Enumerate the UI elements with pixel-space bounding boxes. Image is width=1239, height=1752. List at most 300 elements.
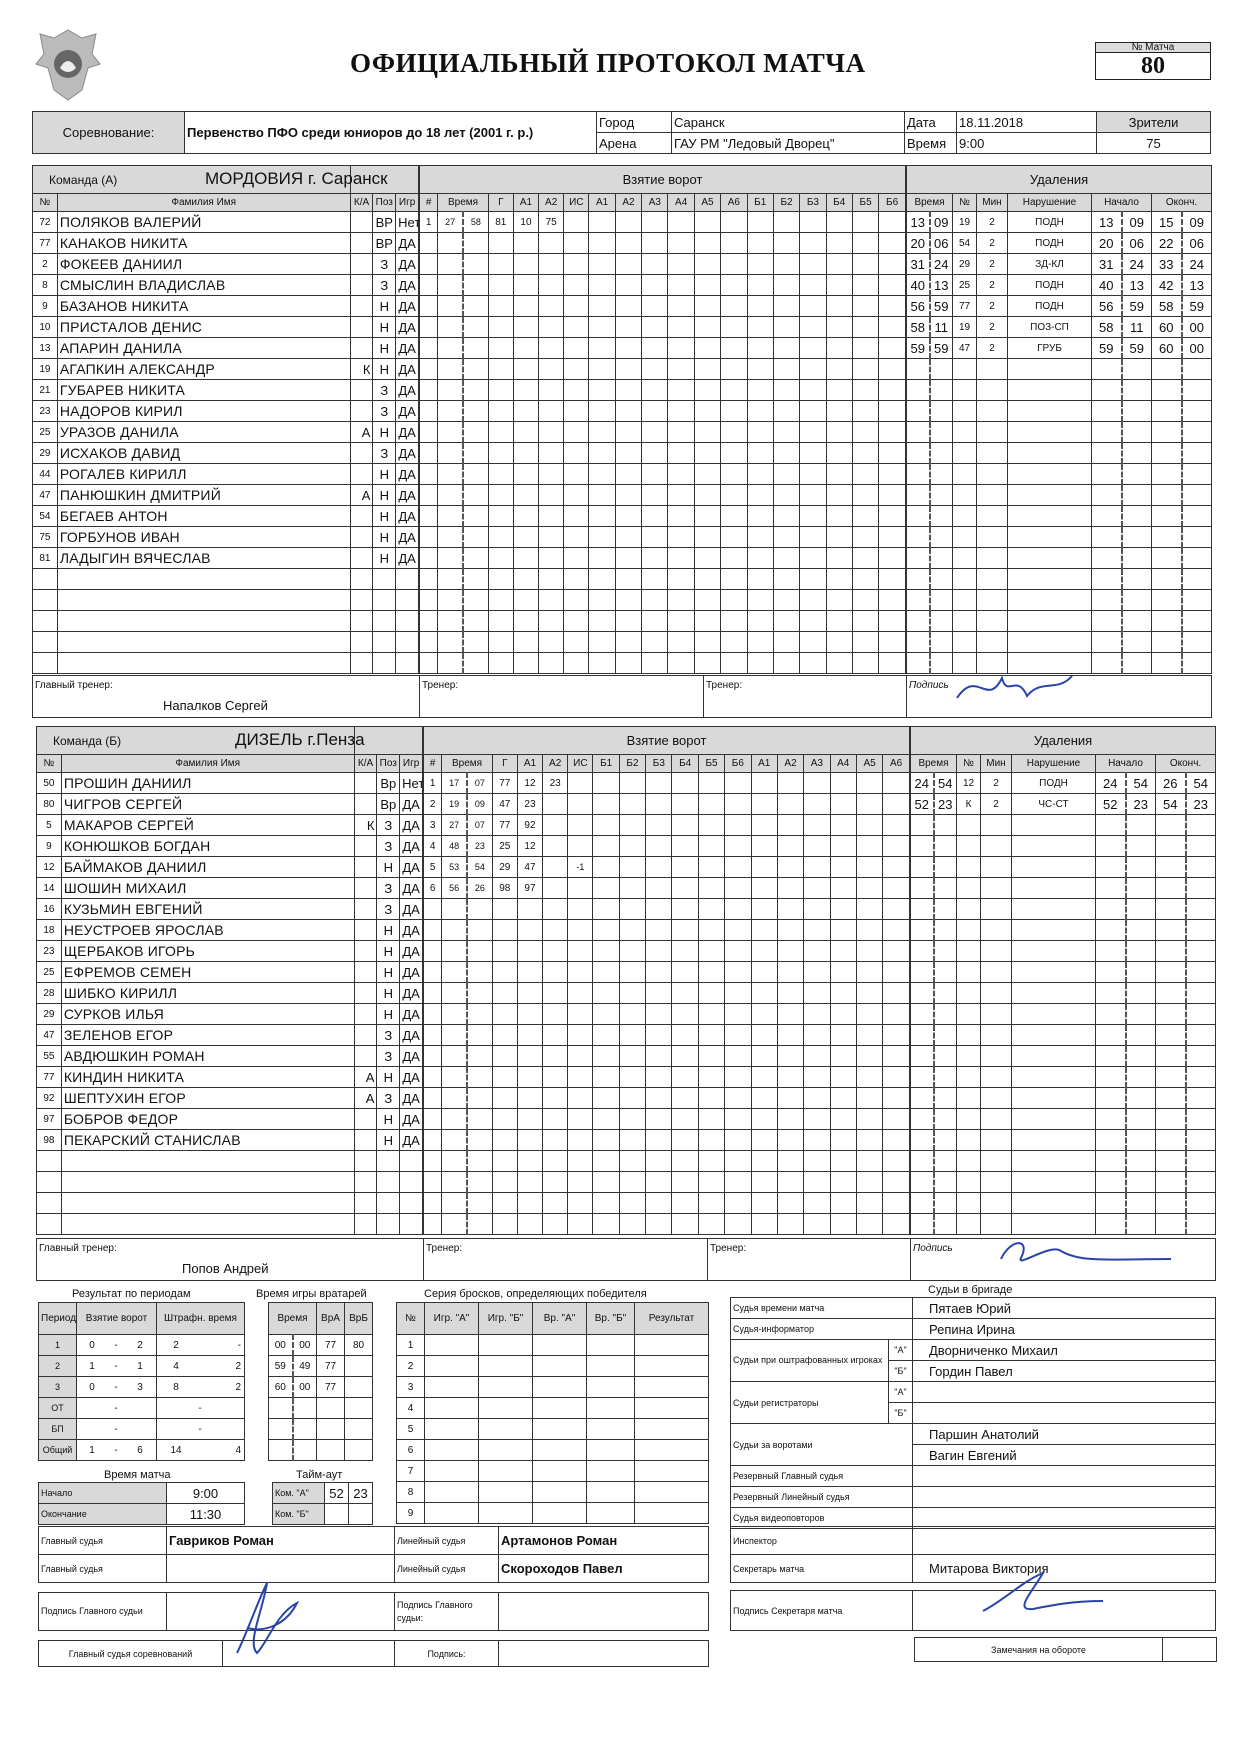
goal-sec — [463, 506, 488, 527]
onice-cell — [593, 1172, 619, 1193]
goal-no — [420, 485, 438, 506]
player-played: ДА — [400, 1046, 423, 1067]
onice-cell — [668, 317, 694, 338]
pen-minutes: 2 — [977, 317, 1008, 338]
pen-sec — [934, 1025, 957, 1046]
shootout-cell — [587, 1419, 635, 1440]
player-ka: К — [354, 815, 377, 836]
onice-cell — [830, 794, 856, 815]
onice-cell — [694, 233, 720, 254]
table-row — [37, 1067, 423, 1088]
pen-start-min — [1096, 1214, 1126, 1235]
goalie-row — [269, 1356, 373, 1377]
pen-end-sec — [1186, 815, 1216, 836]
goal-assist2 — [539, 632, 564, 653]
onice-cell — [619, 1067, 645, 1088]
onice-cell — [721, 422, 747, 443]
onice-cell — [615, 338, 641, 359]
onice-cell — [646, 1025, 672, 1046]
goal-assist1 — [513, 590, 538, 611]
goal-no — [420, 422, 438, 443]
pen-min — [907, 380, 930, 401]
goal-row — [420, 590, 906, 611]
penalty-row — [907, 254, 1212, 275]
onice-cell — [721, 275, 747, 296]
shootout-no: 7 — [397, 1461, 425, 1482]
goal-min — [442, 899, 467, 920]
shootout-h-vb: Вр. "Б" — [587, 1303, 635, 1335]
goalie-vb — [345, 1440, 373, 1461]
onice-cell — [619, 773, 645, 794]
pen-minutes — [977, 401, 1008, 422]
table-row — [37, 794, 423, 815]
goalie-vb — [345, 1419, 373, 1440]
table-row — [33, 464, 419, 485]
timeout-a-sec: 23 — [349, 1483, 373, 1504]
goal-assist1 — [517, 1193, 542, 1214]
onice-cell — [672, 1151, 698, 1172]
player-number: 21 — [33, 380, 58, 401]
onice-cell — [721, 380, 747, 401]
goal-no — [420, 233, 438, 254]
pen-violation — [1012, 899, 1096, 920]
goal-assist1 — [513, 569, 538, 590]
onice-cell — [646, 983, 672, 1004]
player-ka — [354, 899, 377, 920]
penalty-row — [911, 773, 1216, 794]
goal-row — [420, 296, 906, 317]
match-time-table — [38, 1482, 245, 1525]
player-pos: Вр — [377, 773, 400, 794]
onice-cell — [694, 338, 720, 359]
pen-violation — [1012, 1067, 1096, 1088]
pen-start-min — [1092, 485, 1122, 506]
pen-violation — [1008, 380, 1092, 401]
goal-sec — [463, 359, 488, 380]
onice-cell — [773, 506, 799, 527]
player-name: БАЗАНОВ НИКИТА — [57, 296, 350, 317]
player-name: НАДОРОВ КИРИЛ — [57, 401, 350, 422]
pen-sec — [934, 857, 957, 878]
pen-start-min — [1096, 1130, 1126, 1151]
pen-minutes — [981, 983, 1012, 1004]
goal-row — [420, 380, 906, 401]
onice-cell — [589, 338, 615, 359]
onice-cell — [698, 1088, 724, 1109]
player-name: ЩЕРБАКОВ ИГОРЬ — [61, 941, 354, 962]
onice-cell — [668, 548, 694, 569]
onice-cell — [725, 1193, 751, 1214]
onice-cell — [830, 857, 856, 878]
onice-cell — [800, 485, 826, 506]
shootout-h-no: № — [397, 1303, 425, 1335]
player-played — [396, 569, 419, 590]
pen-end-sec — [1186, 1193, 1216, 1214]
pen-end-min — [1156, 815, 1186, 836]
player-ka — [354, 983, 377, 1004]
period-goals-b: 6 — [137, 1444, 143, 1456]
onice-cell — [589, 569, 615, 590]
goal-is — [564, 464, 589, 485]
onice-cell — [826, 485, 852, 506]
player-pos: З — [373, 443, 396, 464]
onice-cell — [773, 359, 799, 380]
onice-cell — [698, 1214, 724, 1235]
period-label: 3 — [39, 1377, 77, 1398]
onice-cell — [883, 1214, 910, 1235]
goal-assist1 — [517, 1025, 542, 1046]
pen-end-sec: 00 — [1182, 338, 1212, 359]
pen-start-min — [1096, 1025, 1126, 1046]
goal-assist1: 12 — [517, 836, 542, 857]
pen-minutes — [981, 1088, 1012, 1109]
onice-cell — [698, 773, 724, 794]
goal-sec — [463, 296, 488, 317]
onice-cell — [852, 359, 878, 380]
period-pim — [157, 1356, 245, 1377]
onice-cell — [593, 941, 619, 962]
onice-cell — [672, 1172, 698, 1193]
penalty-row — [911, 1172, 1216, 1193]
pen-end-sec — [1182, 422, 1212, 443]
onice-cell — [668, 590, 694, 611]
onice-cell — [698, 1151, 724, 1172]
pen-minutes: 2 — [977, 338, 1008, 359]
player-ka — [350, 317, 373, 338]
pen-player — [957, 1088, 981, 1109]
onice-cell — [593, 773, 619, 794]
goal-assist1 — [513, 443, 538, 464]
player-ka — [354, 920, 377, 941]
onice-cell — [672, 941, 698, 962]
onice-cell — [800, 611, 826, 632]
goal-is — [564, 359, 589, 380]
goal-sec — [467, 899, 492, 920]
pen-minutes — [977, 548, 1008, 569]
goal-row — [424, 773, 910, 794]
onice-cell — [672, 773, 698, 794]
goalie-h-time: Время — [269, 1303, 317, 1335]
onice-cell — [852, 401, 878, 422]
player-number: 47 — [33, 485, 58, 506]
onice-cell — [879, 401, 906, 422]
pen-violation — [1008, 569, 1092, 590]
penalty-row — [907, 632, 1212, 653]
pen-player — [957, 1172, 981, 1193]
player-name: ШЕПТУХИН ЕГОР — [61, 1088, 354, 1109]
goal-scorer — [488, 632, 513, 653]
pen-end-min: 22 — [1152, 233, 1182, 254]
onice-cell — [777, 983, 803, 1004]
shootout-cell — [533, 1503, 587, 1524]
player-name — [57, 653, 350, 674]
shootout-cell — [425, 1419, 479, 1440]
onice-cell — [619, 1109, 645, 1130]
pen-col-num: № — [953, 194, 977, 212]
player-pos: Н — [373, 464, 396, 485]
head-coach-b: Попов Андрей — [182, 1261, 269, 1276]
table-row — [37, 1214, 423, 1235]
pen-end-sec — [1182, 611, 1212, 632]
goal-min — [438, 485, 463, 506]
pen-end-min — [1156, 983, 1186, 1004]
player-ka: А — [350, 485, 373, 506]
goal-assist2 — [539, 422, 564, 443]
shootout-cell — [587, 1503, 635, 1524]
pen-sec: 09 — [930, 212, 953, 233]
pen-start-sec: 09 — [1122, 212, 1152, 233]
goal-min — [438, 569, 463, 590]
onice-cell — [777, 899, 803, 920]
onice-cell — [751, 857, 777, 878]
goal-row — [420, 569, 906, 590]
player-name — [57, 611, 350, 632]
onice-col: А1 — [589, 194, 615, 212]
period-dash: - — [114, 1423, 118, 1435]
player-name: АГАПКИН АЛЕКСАНДР — [57, 359, 350, 380]
onice-cell — [751, 1088, 777, 1109]
player-name: ГУБАРЕВ НИКИТА — [57, 380, 350, 401]
player-ka — [354, 941, 377, 962]
main-referee-label: Главный судья — [39, 1527, 167, 1555]
player-ka — [350, 653, 373, 674]
shootout-cell — [425, 1440, 479, 1461]
onice-cell — [672, 857, 698, 878]
onice-cell — [751, 1193, 777, 1214]
onice-cell — [619, 1214, 645, 1235]
pen-start-sec — [1126, 1193, 1156, 1214]
pen-violation: ПОЗ-СП — [1008, 317, 1092, 338]
player-ka — [354, 773, 377, 794]
goal-no — [424, 1067, 442, 1088]
pen-minutes — [981, 1130, 1012, 1151]
onice-cell — [721, 254, 747, 275]
onice-cell — [856, 1025, 882, 1046]
pen-sec — [930, 527, 953, 548]
timeout-table — [272, 1482, 373, 1525]
onice-cell — [593, 1130, 619, 1151]
pen-col-num-b: № — [957, 755, 981, 773]
onice-col: Б1 — [747, 194, 773, 212]
player-pos: Н — [377, 1130, 400, 1151]
pen-minutes — [977, 632, 1008, 653]
table-row — [33, 317, 419, 338]
pen-start-min — [1096, 857, 1126, 878]
table-row — [33, 422, 419, 443]
goal-assist2 — [543, 941, 568, 962]
goal-assist2 — [543, 857, 568, 878]
goal-no — [424, 1151, 442, 1172]
player-number: 19 — [33, 359, 58, 380]
onice-cell — [800, 296, 826, 317]
onice-cell — [826, 296, 852, 317]
goal-no — [420, 254, 438, 275]
player-number: 97 — [37, 1109, 62, 1130]
goal-is — [564, 590, 589, 611]
onice-cell — [694, 569, 720, 590]
onice-cell — [826, 254, 852, 275]
onice-cell — [646, 1193, 672, 1214]
pen-minutes — [977, 569, 1008, 590]
period-goals-a: 0 — [89, 1339, 95, 1351]
player-played: ДА — [400, 1067, 423, 1088]
goal-sec — [463, 317, 488, 338]
pen-end-sec — [1186, 1004, 1216, 1025]
onice-cell — [883, 1088, 910, 1109]
pen-end-min: 58 — [1152, 296, 1182, 317]
pen-player — [957, 1067, 981, 1088]
goal-assist1 — [517, 1130, 542, 1151]
onice-cell — [615, 296, 641, 317]
scorers-b-tag: "Б" — [889, 1403, 913, 1424]
pen-sec — [930, 464, 953, 485]
goal-row — [424, 836, 910, 857]
pen-start-min — [1092, 653, 1122, 674]
player-name: ШИБКО КИРИЛЛ — [61, 983, 354, 1004]
goal-row — [420, 611, 906, 632]
goal-min — [442, 1046, 467, 1067]
officials-table — [730, 1297, 1216, 1529]
shootout-row — [397, 1356, 709, 1377]
goal-sec — [467, 1088, 492, 1109]
pen-violation — [1008, 506, 1092, 527]
pen-end-min — [1152, 611, 1182, 632]
goal-sec — [463, 548, 488, 569]
pen-violation — [1012, 815, 1096, 836]
onice-cell — [852, 422, 878, 443]
goal-min — [442, 1193, 467, 1214]
period-dash: - — [114, 1402, 118, 1414]
onice-cell — [800, 233, 826, 254]
goal-scorer — [488, 611, 513, 632]
pen-end-sec — [1182, 380, 1212, 401]
pen-player: 47 — [953, 338, 977, 359]
goal-assist1 — [513, 317, 538, 338]
pen-player: К — [957, 794, 981, 815]
pen-start-min: 40 — [1092, 275, 1122, 296]
goal-sec — [467, 1025, 492, 1046]
onice-cell — [804, 1067, 830, 1088]
pen-col-end: Оконч. — [1152, 194, 1212, 212]
onice-cell — [721, 590, 747, 611]
pen-start-sec — [1126, 1151, 1156, 1172]
onice-cell — [826, 233, 852, 254]
table-row — [33, 506, 419, 527]
penalty-row — [907, 296, 1212, 317]
goal-row — [424, 1025, 910, 1046]
onice-cell — [615, 527, 641, 548]
period-pim — [157, 1377, 245, 1398]
penalty-row — [911, 920, 1216, 941]
pen-end-min — [1152, 485, 1182, 506]
player-played: ДА — [400, 1004, 423, 1025]
player-ka: А — [350, 422, 373, 443]
onice-cell — [725, 1214, 751, 1235]
goal-min — [438, 506, 463, 527]
goal-scorer — [488, 569, 513, 590]
onice-cell — [879, 485, 906, 506]
pen-start-sec — [1126, 941, 1156, 962]
player-ka — [354, 1172, 377, 1193]
player-ka — [354, 836, 377, 857]
goal-scorer — [492, 920, 517, 941]
period-pim-a: 8 — [173, 1381, 179, 1393]
shootout-cell — [587, 1398, 635, 1419]
goal-scorer — [488, 548, 513, 569]
onice-cell — [698, 857, 724, 878]
shootout-cell — [587, 1482, 635, 1503]
pen-start-min: 24 — [1096, 773, 1126, 794]
pen-end-sec: 59 — [1182, 296, 1212, 317]
goal-assist2 — [539, 485, 564, 506]
player-number: 9 — [33, 296, 58, 317]
goal-assist2 — [539, 401, 564, 422]
table-row — [37, 962, 423, 983]
pen-minutes — [981, 857, 1012, 878]
onice-cell — [619, 836, 645, 857]
onice-cell — [777, 1109, 803, 1130]
goal-col-g: Г — [492, 755, 517, 773]
goal-is: -1 — [568, 857, 593, 878]
onice-cell — [856, 1172, 882, 1193]
onice-col: А6 — [721, 194, 747, 212]
goal-no — [424, 983, 442, 1004]
onice-cell — [852, 569, 878, 590]
pen-start-min — [1092, 380, 1122, 401]
pen-player — [957, 1193, 981, 1214]
goal-is — [564, 296, 589, 317]
pen-player — [957, 1109, 981, 1130]
pen-start-min: 20 — [1092, 233, 1122, 254]
table-row — [33, 212, 419, 233]
goal-col-hash: # — [424, 755, 442, 773]
table-row — [37, 983, 423, 1004]
onice-cell — [747, 590, 773, 611]
onice-cell — [830, 1193, 856, 1214]
emblem-logo — [30, 24, 106, 104]
onice-cell — [773, 422, 799, 443]
onice-col: А1 — [751, 755, 777, 773]
onice-cell — [826, 338, 852, 359]
player-ka — [354, 1193, 377, 1214]
penalties-title-a: Удаления — [907, 166, 1212, 194]
onice-cell — [694, 380, 720, 401]
onice-cell — [800, 569, 826, 590]
pen-minutes — [977, 422, 1008, 443]
pen-sec — [930, 611, 953, 632]
pen-min — [907, 548, 930, 569]
onice-cell — [646, 1214, 672, 1235]
pen-sec — [930, 380, 953, 401]
onice-cell — [668, 212, 694, 233]
player-pos — [373, 632, 396, 653]
penalty-row — [911, 1004, 1216, 1025]
pen-start-sec — [1122, 569, 1152, 590]
penalty-row — [911, 1109, 1216, 1130]
onice-cell — [615, 443, 641, 464]
player-number: 47 — [37, 1025, 62, 1046]
goal-min — [442, 1025, 467, 1046]
goal-assist2 — [543, 1067, 568, 1088]
onice-cell — [856, 941, 882, 962]
onice-cell — [672, 878, 698, 899]
onice-cell — [751, 920, 777, 941]
pen-player — [957, 941, 981, 962]
onice-cell — [721, 443, 747, 464]
onice-cell — [800, 380, 826, 401]
player-number: 2 — [33, 254, 58, 275]
goal-scorer — [492, 1109, 517, 1130]
